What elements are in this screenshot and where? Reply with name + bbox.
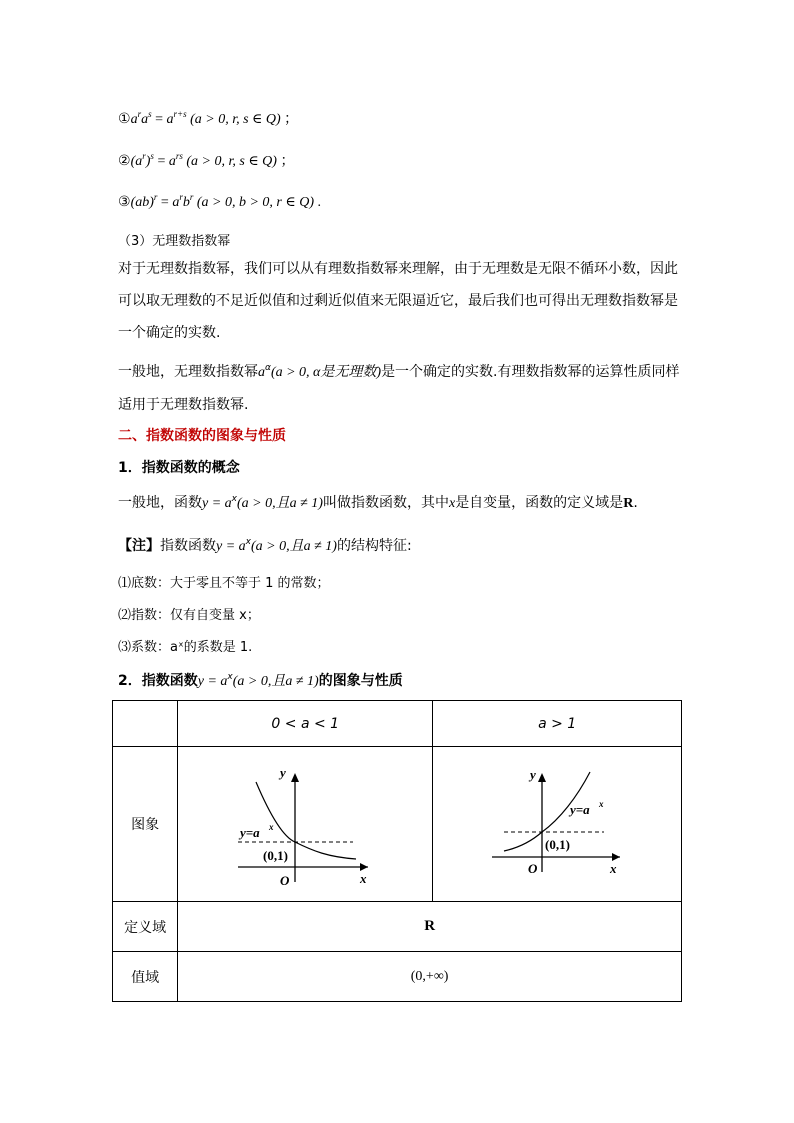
exponent-law-1	[118, 108, 298, 128]
text: 是一个确定的实数.有理数指数幂的运算性质同样适用于无理数指数幂.	[118, 364, 680, 413]
condition: (a > 0, b > 0, r ∈ Q)	[196, 195, 314, 210]
row-label-range: 值域	[113, 952, 178, 1002]
base: b	[182, 195, 190, 210]
paragraph-irrational-2	[118, 352, 680, 421]
header-base-less-than-one: 0 < a < 1	[178, 701, 433, 747]
part-heading: 二、指数函数的图象与性质	[118, 428, 286, 444]
text: 叫做指数函数，其中	[322, 495, 449, 511]
table-header-row	[113, 701, 682, 747]
graph-cell-decreasing	[178, 747, 433, 902]
law-number: ①	[118, 111, 131, 127]
graph-section-heading	[118, 670, 403, 690]
function: y = a	[216, 539, 246, 554]
punctuation: .	[633, 495, 638, 511]
text: 指数函数	[160, 538, 216, 554]
y-axis-arrow	[538, 773, 546, 782]
note-item-3: ⑶系数：aˣ的系数是 1.	[118, 640, 253, 655]
text: 的结构特征:	[336, 538, 412, 554]
y-axis-label: y	[280, 765, 287, 780]
x-axis-arrow	[360, 863, 368, 871]
variable: x	[448, 496, 456, 511]
exponent: rs	[175, 151, 183, 161]
exponent: r	[142, 151, 146, 161]
increasing-exponential-graph	[442, 747, 672, 897]
exponent: α	[265, 363, 271, 373]
base: a	[172, 195, 180, 210]
point-label: (0,1)	[545, 837, 571, 852]
y-axis-label: y	[530, 767, 536, 782]
text: 一般地，函数	[118, 495, 202, 511]
point-label: (0,1)	[263, 848, 289, 863]
row-label-graph: 图象	[113, 747, 178, 902]
text: 一般地，无理数指数幂	[118, 364, 258, 380]
text: 2．指数函数	[118, 673, 198, 689]
concept-definition	[118, 492, 638, 512]
origin-label: O	[528, 861, 538, 876]
law-number: ②	[118, 153, 131, 169]
condition: (a > 0,且a ≠ 1)	[237, 496, 323, 511]
condition: (a > 0,且a ≠ 1)	[232, 674, 319, 689]
equals: =	[157, 154, 166, 169]
exponent: r	[137, 109, 142, 119]
equals: =	[160, 195, 169, 210]
punctuation: .	[317, 195, 321, 210]
x-axis-arrow	[612, 853, 620, 861]
exponent-law-2: $②(a^r)^s = a^{rs}$ (a > 0, r, s ∈ Q) ；	[118, 151, 295, 169]
text: 的图象与性质	[318, 673, 403, 689]
punctuation: ；	[280, 153, 295, 169]
base: a	[166, 112, 174, 127]
condition: (a > 0,且a ≠ 1)	[251, 539, 337, 554]
law-number: ③	[118, 194, 131, 210]
table-corner-cell	[113, 701, 178, 747]
exponent: s	[148, 109, 152, 119]
x-axis-label: x	[360, 871, 367, 886]
exponent: r	[153, 192, 158, 202]
domain: R	[623, 496, 634, 511]
curve-label-exponent: x	[599, 799, 604, 809]
base: a	[130, 112, 138, 127]
text: 是自变量，函数的定义域是	[455, 495, 624, 511]
paren: )	[145, 154, 151, 169]
note-item-1: ⑴底数：大于零且不等于 1 的常数；	[118, 576, 330, 591]
base: (ab)	[130, 195, 154, 210]
equals: =	[155, 112, 163, 127]
row-label-domain: 定义域	[113, 902, 178, 952]
y-axis-arrow	[291, 773, 299, 782]
base: a	[258, 365, 265, 380]
exponent: x	[245, 537, 251, 547]
note-label: 【注】	[118, 538, 160, 554]
base: a	[141, 112, 149, 127]
table-row-domain	[113, 902, 682, 952]
origin-label: O	[280, 873, 290, 888]
table-row-range	[113, 952, 682, 1002]
punctuation: ；	[284, 111, 299, 127]
curve-label: y=a	[240, 825, 260, 840]
properties-table	[112, 700, 682, 1002]
exponent: r	[179, 192, 183, 202]
condition: (a > 0, r, s ∈ Q)	[186, 154, 277, 169]
exponent: s	[150, 151, 154, 161]
paragraph-irrational-1: 对于无理数指数幂，我们可以从有理数指数幂来理解，由于无理数是无限不循环小数，因此可以取无理数的不足近似值和过剩近似值来无限逼近它，最后我们也可得出无理数指数幂是一个确定的实数.	[118, 261, 678, 341]
curve-label: y=a	[570, 802, 590, 817]
section-heading-irrational: （3）无理数指数幂	[118, 234, 231, 249]
condition: (a > 0, r, s ∈ Q)	[190, 112, 281, 127]
exponent: x	[227, 672, 233, 682]
graph-cell-increasing	[433, 747, 682, 902]
header-base-greater-than-one: a > 1	[433, 701, 682, 747]
table-row-graph	[113, 747, 682, 902]
domain-value: R	[178, 902, 682, 952]
range-value: (0,+∞)	[178, 952, 682, 1002]
condition: (a > 0, α是无理数)	[270, 365, 382, 380]
exponent: r+s	[173, 109, 187, 119]
x-axis-label: x	[610, 861, 617, 876]
curve-label-exponent: x	[269, 822, 274, 832]
function: y = a	[202, 496, 232, 511]
function: y = a	[197, 674, 228, 689]
exponent: x	[231, 494, 237, 504]
base: (a	[130, 154, 143, 169]
decreasing-exponential-graph	[178, 747, 432, 897]
exponent: r	[189, 192, 194, 202]
exponent-law-3	[118, 192, 321, 211]
note-item-2: ⑵指数：仅有自变量 x；	[118, 608, 260, 623]
note-line	[118, 535, 412, 555]
concept-heading: 1．指数函数的概念	[118, 460, 240, 476]
